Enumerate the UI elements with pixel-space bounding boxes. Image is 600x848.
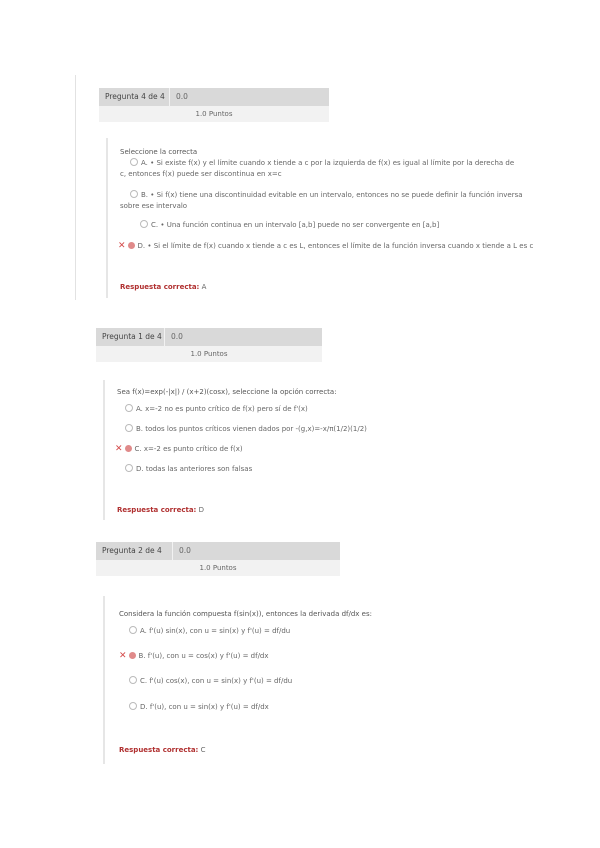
option-label: D. • Si el límite de f(x) cuando x tiende a c es L, entonces el límite de la función inversa cuando x tiende a L es c	[137, 242, 534, 250]
option-label: B. • Si f(x) tiene una discontinuidad evitable en un intervalo, entonces no se puede definir la función inversa sobre ese intervalo	[120, 191, 523, 210]
correct-answer-label: Respuesta correcta:	[117, 506, 197, 514]
selected-radio-icon[interactable]	[129, 652, 136, 659]
question-score: 0.0	[164, 328, 183, 346]
option-b[interactable]	[119, 651, 269, 662]
question-points: 1.0 Puntos	[96, 560, 340, 576]
option-label: B. f'(u), con u = cos(x) y f'(u) = df/dx	[138, 652, 269, 660]
question-header	[96, 328, 322, 346]
option-label: C. • Una función continua en un intervalo [a,b] puede no ser convergente en [a,b]	[151, 221, 440, 229]
option-label: A. f'(u) sin(x), con u = sin(x) y f'(u) = df/du	[140, 627, 291, 635]
radio-button[interactable]	[130, 158, 138, 166]
radio-button[interactable]	[129, 702, 137, 710]
option-label: A. • Si existe f(x) y el límite cuando x tiende a c por la izquierda de f(x) es igual al límite por la derecha de c, entonces f(x) puede ser discontinua en x=c	[120, 159, 515, 178]
option-d[interactable]	[129, 702, 269, 713]
radio-button[interactable]	[130, 190, 138, 198]
question-body	[106, 138, 548, 298]
correct-answer	[119, 746, 205, 754]
question-number: Pregunta 4 de 4	[105, 92, 165, 101]
correct-answer-value: A	[201, 283, 207, 291]
question-points: 1.0 Puntos	[99, 106, 329, 122]
incorrect-x-icon: ✕	[115, 444, 123, 454]
option-c[interactable]	[115, 444, 243, 455]
option-c[interactable]	[120, 220, 530, 231]
question-header	[99, 88, 329, 106]
selected-radio-icon[interactable]	[128, 242, 135, 249]
option-label: C. x=-2 es punto crítico de f(x)	[134, 445, 243, 453]
option-a[interactable]	[120, 158, 520, 180]
question-text: Seleccione la correcta	[120, 148, 198, 156]
incorrect-x-icon: ✕	[119, 651, 127, 661]
correct-answer	[120, 283, 206, 291]
option-a[interactable]	[129, 626, 290, 637]
radio-button[interactable]	[140, 220, 148, 228]
correct-answer-value: D	[198, 506, 204, 514]
question-score: 0.0	[169, 88, 188, 106]
question-number: Pregunta 2 de 4	[102, 546, 162, 555]
radio-button[interactable]	[125, 424, 133, 432]
question-body	[103, 596, 545, 764]
option-d[interactable]	[118, 241, 538, 252]
radio-button[interactable]	[129, 676, 137, 684]
question-header	[96, 542, 340, 560]
correct-answer-label: Respuesta correcta:	[120, 283, 200, 291]
question-points: 1.0 Puntos	[96, 346, 322, 362]
correct-answer-label: Respuesta correcta:	[119, 746, 199, 754]
question-number: Pregunta 1 de 4	[102, 332, 162, 341]
correct-answer-value: C	[200, 746, 206, 754]
option-label: C. f'(u) cos(x), con u = sin(x) y f'(u) = df/du	[140, 677, 293, 685]
correct-answer	[117, 506, 204, 514]
question-body	[103, 380, 535, 520]
selected-radio-icon[interactable]	[125, 445, 132, 452]
question-text: Sea f(x)=exp(-|x|) / (x+2)(cosx), seleccione la opción correcta:	[117, 388, 337, 396]
question-score: 0.0	[172, 542, 191, 560]
option-a[interactable]	[125, 404, 308, 415]
incorrect-x-icon: ✕	[118, 241, 126, 251]
option-c[interactable]	[129, 676, 292, 687]
question-text: Considera la función compuesta f(sin(x)), entonces la derivada df/dx es:	[119, 610, 372, 618]
option-label: D. f'(u), con u = sin(x) y f'(u) = df/dx	[140, 703, 269, 711]
option-label: B. todos los puntos críticos vienen dados por -(g,x)=-x/π(1/2)(1/2)	[136, 425, 367, 433]
radio-button[interactable]	[125, 464, 133, 472]
option-d[interactable]	[125, 464, 252, 475]
option-label: D. todas las anteriores son falsas	[136, 465, 253, 473]
radio-button[interactable]	[125, 404, 133, 412]
option-label: A. x=-2 no es punto crítico de f(x) pero sí de f'(x)	[136, 405, 308, 413]
left-border-line	[75, 75, 76, 300]
option-b[interactable]	[120, 190, 530, 212]
radio-button[interactable]	[129, 626, 137, 634]
option-b[interactable]	[125, 424, 367, 435]
